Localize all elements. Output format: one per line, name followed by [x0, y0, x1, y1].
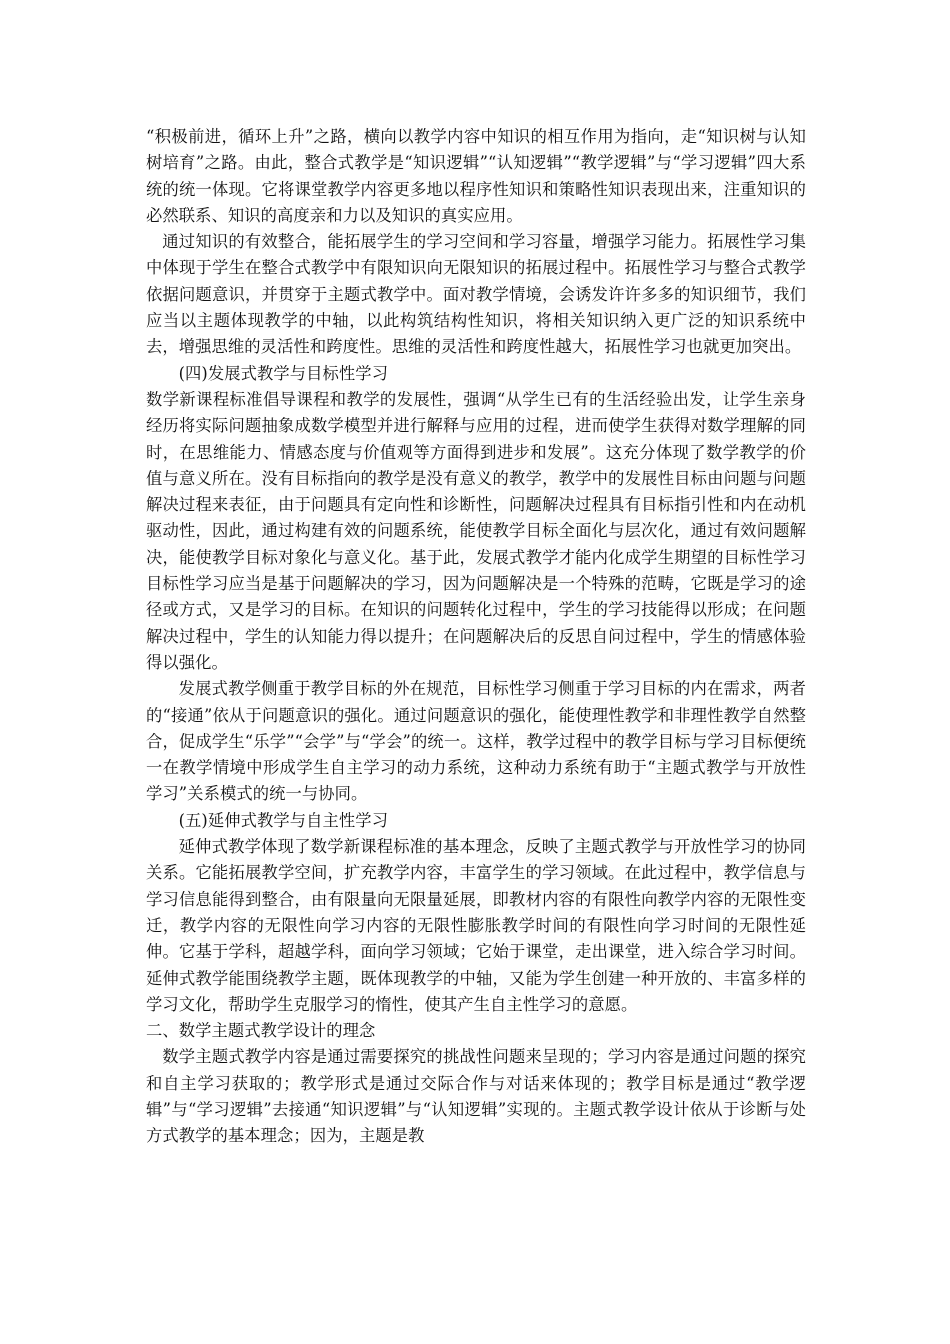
document-page	[146, 124, 806, 1150]
paragraph-knowledge-integration: 通过知识的有效整合，能拓展学生的学习空间和学习容量，增强学习能力。拓展性学习集中体现于学生在整合式教学中有限知识向无限知识的拓展过程中。拓展性学习与整合式教学依据问题意识，并贯穿于主题式教学中。面对教学情境，会诱发许许多多的知识细节，我们应当以主题体现教学的中轴，以此构筑结构性知识，将相关知识纳入更广泛的知识系统中去，增强思维的灵活性和跨度性。思维的灵活性和跨度性越大，拓展性学习也就更加突出。	[146, 232, 806, 357]
paragraph-goal-learning: 发展式教学侧重于教学目标的外在规范，目标性学习侧重于学习目标的内在需求，两者的“接通”依从于问题意识的强化。通过问题意识的强化，能使理性教学和非理性教学自然整合，促成学生“乐学”“会学”与“学会”的统一。这样，教学过程中的教学目标与学习目标便统一在教学情境中形成学生自主学习的动力系统，这种动力系统有助于“主题式教学与开放性学习”关系模式的统一与协同。	[146, 679, 806, 804]
paragraph-design-concept: 数学主题式教学内容是通过需要探究的挑战性问题来呈现的；学习内容是通过问题的探究和自主学习获取的；教学形式是通过交际合作与对话来体现的；教学目标是通过“教学逻辑”与“学习逻辑”去接通“知识逻辑”与“认知逻辑”实现的。主题式教学设计依从于诊断与处方式教学的基本理念；因为，主题是教	[146, 1047, 806, 1146]
paragraph-developmental-teaching: 数学新课程标准倡导课程和教学的发展性，强调“从学生已有的生活经验出发，让学生亲身经历将实际问题抽象成数学模型并进行解释与应用的过程，进而使学生获得对数学理解的同时，在思维能力、情感态度与价值观等方面得到进步和发展”。这充分体现了数学教学的价值与意义所在。没有目标指向的教学是没有意义的教学，教学中的发展性目标由问题与问题解决过程来表征，由于问题具有定向性和诊断性，问题解决过程具有目标指引性和内在动机驱动性，因此，通过构建有效的问题系统，能使教学目标全面化与层次化，通过有效问题解决，能使教学目标对象化与意义化。基于此，发展式教学才能内化成学生期望的目标性学习目标性学习应当是基于问题解决的学习，因为问题解决是一个特殊的范畴，它既是学习的途径或方式，又是学习的目标。在知识的问题转化过程中，学生的学习技能得以形成；在问题解决过程中，学生的认知能力得以提升；在问题解决后的反思自问过程中，学生的情感体验得以强化。	[146, 389, 806, 672]
paragraph-extension-teaching: 延伸式教学体现了数学新课程标准的基本理念，反映了主题式教学与开放性学习的协同关系。它能拓展教学空间，扩充教学内容，丰富学生的学习领域。在此过程中，教学信息与学习信息能得到整合，由有限量向无限量延展，即教材内容的有限性向教学内容的无限性变迁，教学内容的无限性向学习内容的无限性膨胀教学时间的有限性向学习时间的无限性延伸。它基于学科，超越学科，面向学习领域；它始于课堂，走出课堂，进入综合学习时间。延伸式教学能围绕教学主题，既体现教学的中轴，又能为学生创建一种开放的、丰富多样的学习文化，帮助学生克服学习的惰性，使其产生自主性学习的意愿。	[146, 837, 806, 1014]
section-heading-4: (四)发展式教学与目标性学习	[178, 363, 389, 383]
paragraph-integration-summary: “积极前进，循环上升”之路，横向以教学内容中知识的相互作用为指向，走“知识树与认知树培育”之路。由此，整合式教学是“知识逻辑”“认知逻辑”“教学逻辑”与“学习逻辑”四大系统的统一体现。它将课堂教学内容更多地以程序性知识和策略性知识表现出来，注重知识的必然联系、知识的高度亲和力以及知识的真实应用。	[146, 127, 806, 225]
section-heading-2: 二、数学主题式教学设计的理念	[146, 1021, 376, 1041]
section-heading-5: (五)延伸式教学与自主性学习	[178, 810, 389, 830]
